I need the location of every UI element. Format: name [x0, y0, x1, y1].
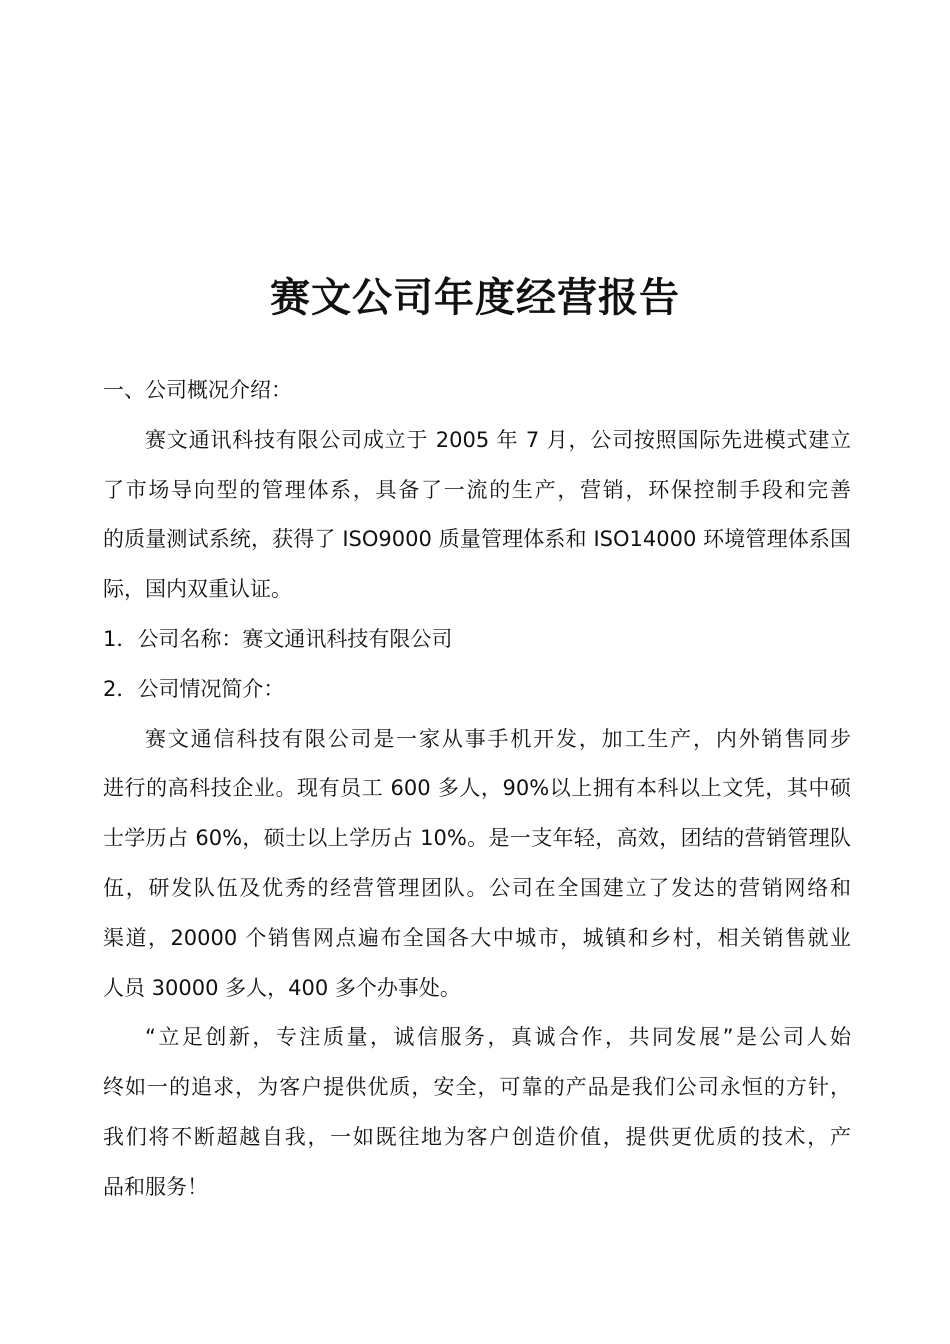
paragraph-line: “立足创新，专注质量，诚信服务，真诚合作，共同发展”是公司人始: [145, 1025, 851, 1050]
paragraph-line: 士学历占 60%，硕士以上学历占 10%。是一支年轻，高效，团结的营销管理队: [103, 826, 851, 851]
paragraph-line: 品和服务！: [103, 1174, 208, 1199]
paragraph-line: 赛文通讯科技有限公司成立于 2005 年 7 月，公司按照国际先进模式建立: [145, 427, 851, 452]
paragraph-line: 的质量测试系统，获得了 ISO9000 质量管理体系和 ISO14000 环境管理体系国: [103, 527, 851, 552]
paragraph-line: 了市场导向型的管理体系，具备了一流的生产，营销，环保控制手段和完善: [103, 477, 851, 502]
list-item-company-name: 1．公司名称：赛文通讯科技有限公司: [103, 626, 453, 651]
paragraph-line: 我们将不断超越自我，一如既往地为客户创造价值，提供更优质的技术，产: [103, 1124, 851, 1149]
paragraph-line: 人员 30000 多人，400 多个办事处。: [103, 975, 461, 1000]
section-heading: 一、公司概况介绍：: [103, 378, 292, 402]
paragraph-line: 渠道，20000 个销售网点遍布全国各大中城市，城镇和乡村，相关销售就业: [103, 925, 851, 950]
paragraph-line: 际，国内双重认证。: [103, 577, 292, 602]
list-item-company-intro: 2．公司情况简介：: [103, 676, 285, 701]
document-body: [103, 366, 851, 1213]
document-title: 赛文公司年度经营报告: [270, 275, 680, 321]
paragraph-line: 终如一的追求，为客户提供优质，安全，可靠的产品是我们公司永恒的方针，: [103, 1075, 851, 1100]
paragraph-line: 进行的高科技企业。现有员工 600 多人，90%以上拥有本科以上文凭，其中硕: [103, 776, 851, 801]
paragraph-line: 赛文通信科技有限公司是一家从事手机开发，加工生产，内外销售同步: [145, 726, 851, 751]
paragraph-line: 伍，研发队伍及优秀的经营管理团队。公司在全国建立了发达的营销网络和: [103, 875, 851, 900]
